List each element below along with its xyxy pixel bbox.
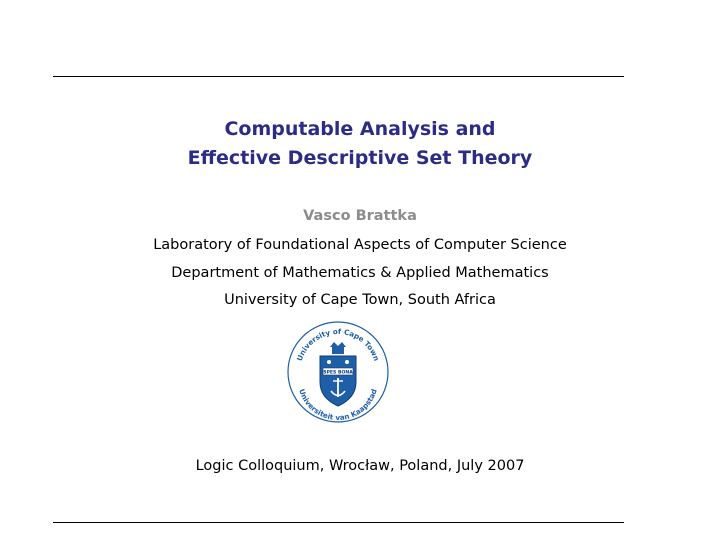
author-name: Vasco Brattka bbox=[303, 208, 417, 224]
event-line: Logic Colloquium, Wrocław, Poland, July 2007 bbox=[195, 458, 525, 474]
slide-title-line-1: Computable Analysis and bbox=[224, 118, 496, 140]
seal-motto: SPES BONA bbox=[323, 370, 353, 376]
affiliation-university: University of Cape Town, South Africa bbox=[224, 292, 496, 308]
seal-crest bbox=[332, 347, 344, 354]
slide-title-line-2: Effective Descriptive Set Theory bbox=[187, 147, 533, 169]
affiliation-department: Department of Mathematics & Applied Mathematics bbox=[171, 265, 549, 281]
seal-emblem-right bbox=[345, 360, 349, 364]
university-seal-logo bbox=[286, 320, 390, 424]
seal-emblem-left bbox=[327, 360, 331, 364]
seal-text-bottom-path: Universiteit van Kaapstad bbox=[297, 387, 379, 423]
seal-text-top-path: University of Cape Town bbox=[294, 326, 382, 363]
top-rule bbox=[53, 76, 624, 77]
affiliation-lab: Laboratory of Foundational Aspects of Computer Science bbox=[153, 237, 567, 253]
bottom-rule bbox=[53, 522, 624, 523]
